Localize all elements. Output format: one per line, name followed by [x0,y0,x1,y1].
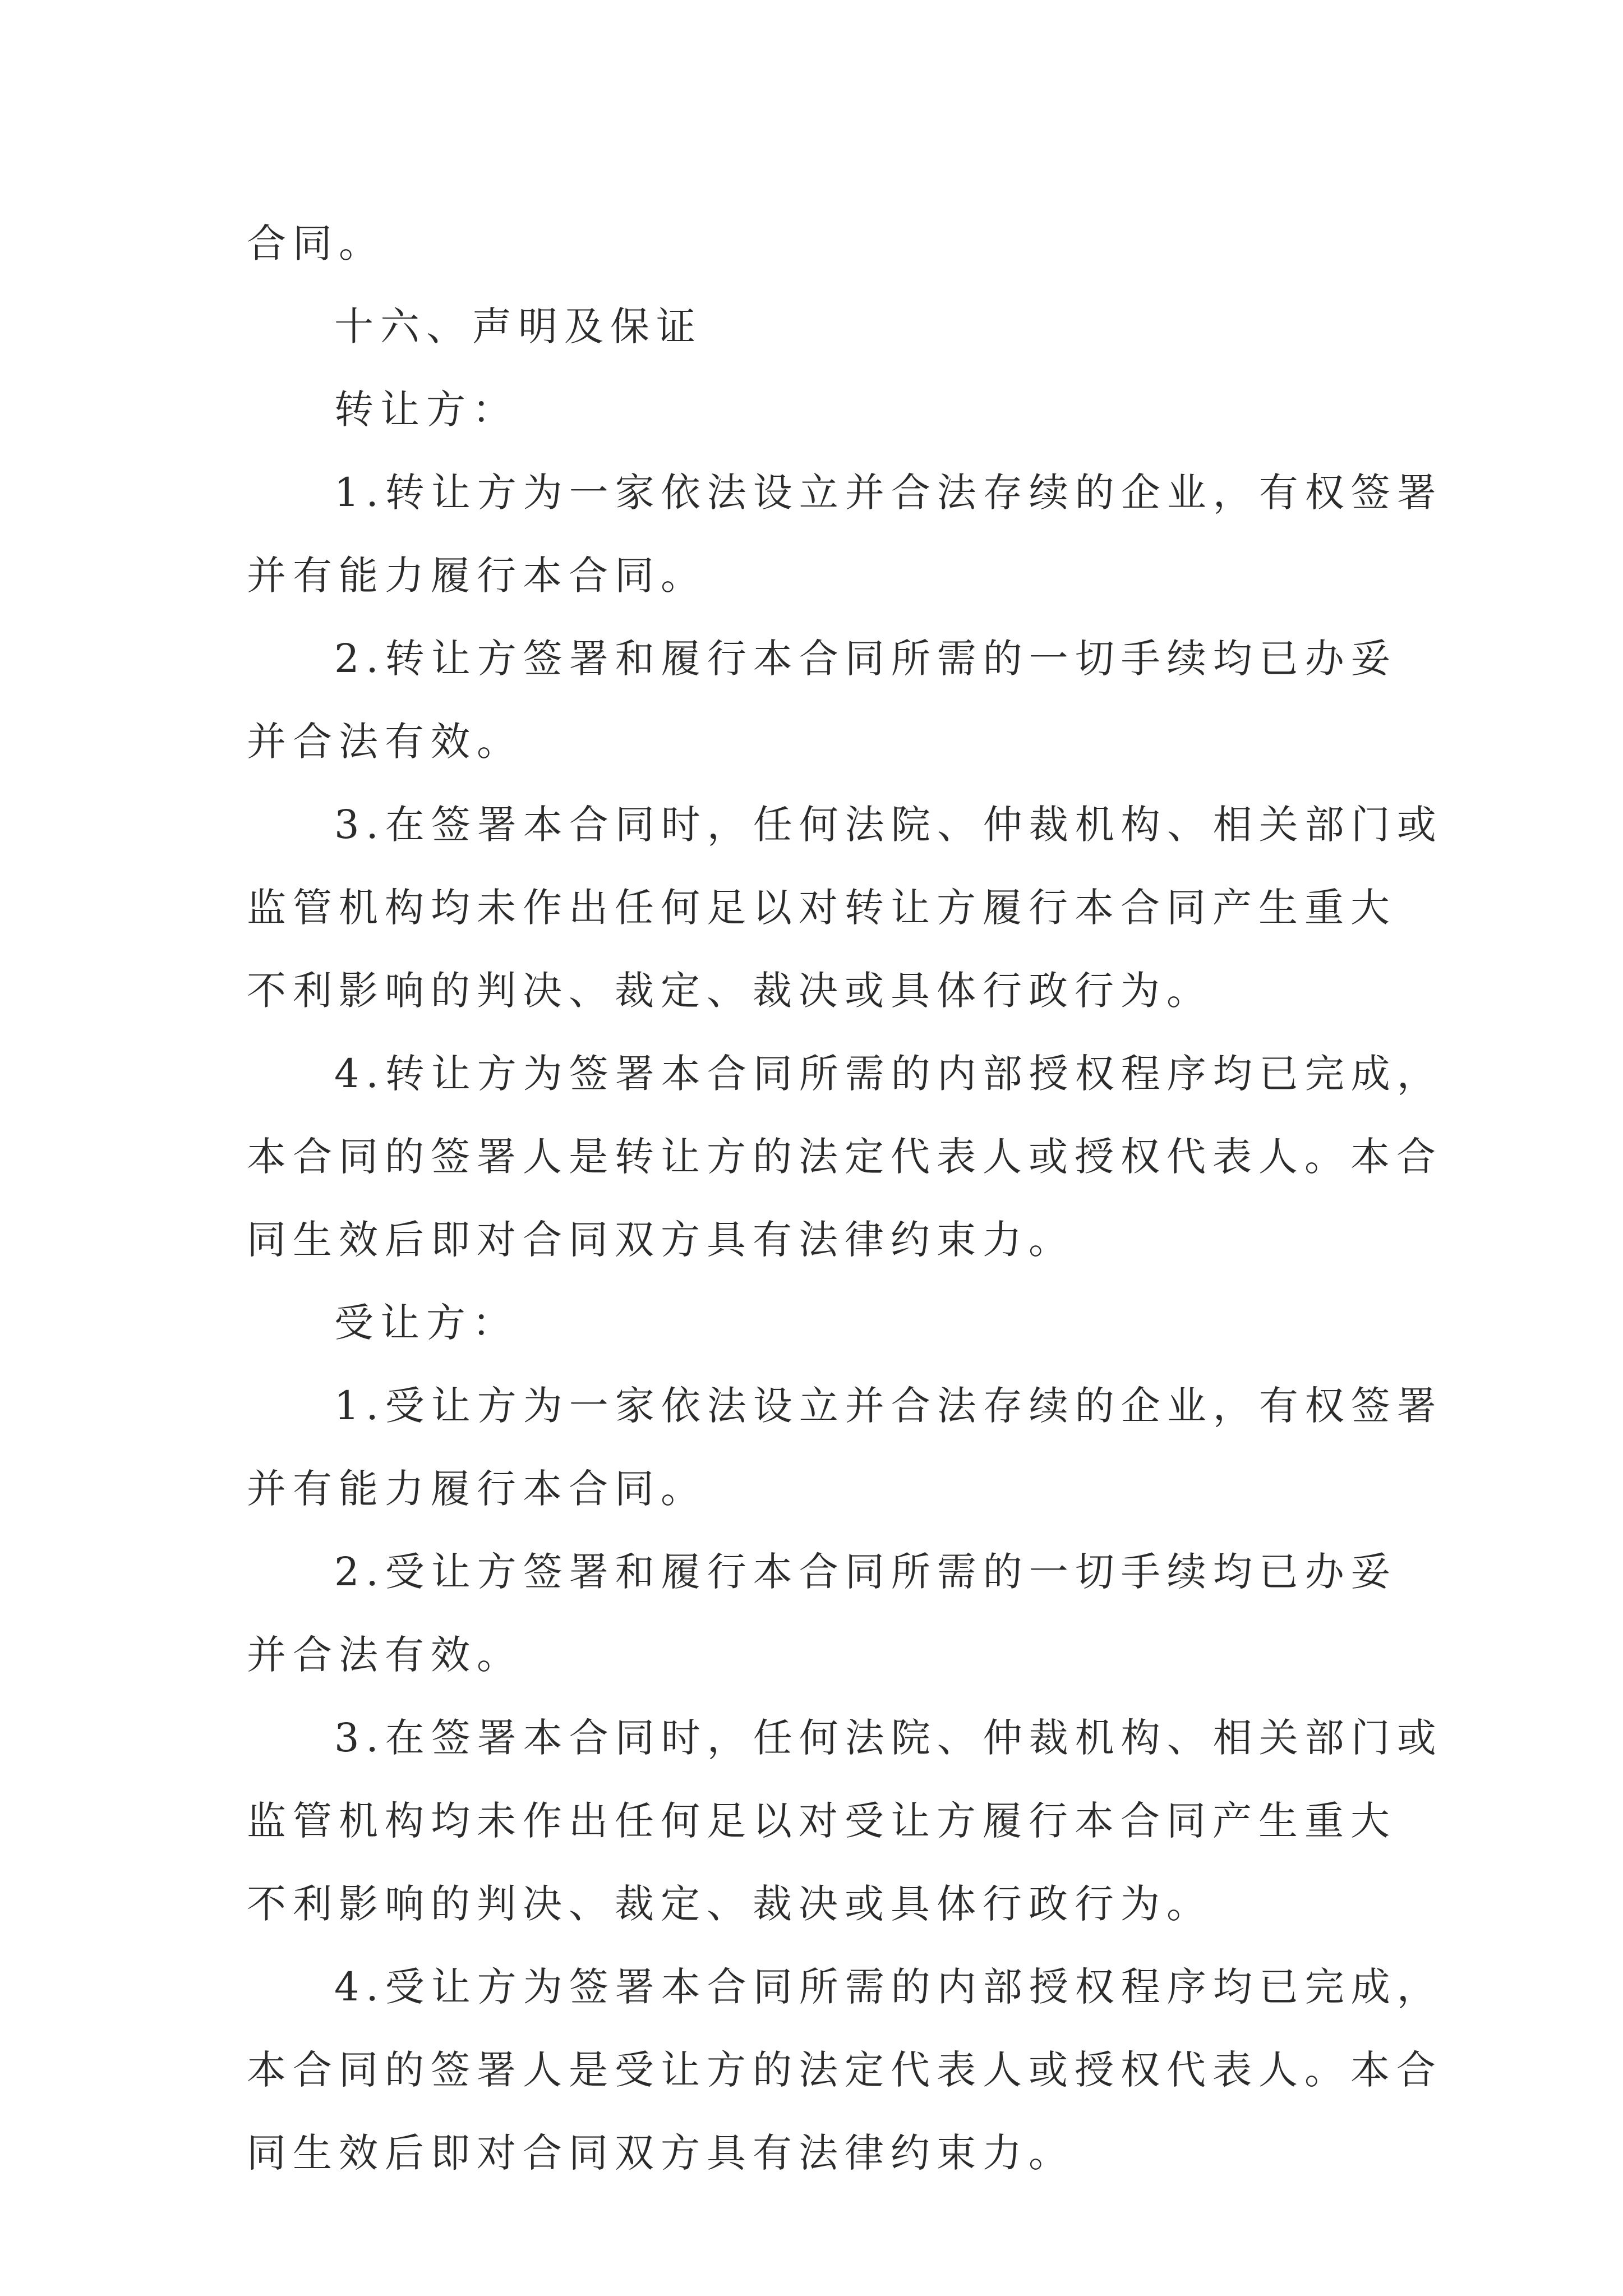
text-line: 不利影响的判决、裁定、裁决或具体行政行为。 [247,1881,1212,1927]
text-line: 4.转让方为签署本合同所需的内部授权程序均已完成， [334,1051,1443,1097]
text-line: 监管机构均未作出任何足以对受让方履行本合同产生重大 [247,1798,1396,1844]
text-line: 同生效后即对合同双方具有法律约束力。 [247,2130,1075,2176]
text-line: 并合法有效。 [247,1632,523,1678]
document-body [247,202,1443,2194]
text-line: 并有能力履行本合同。 [247,553,707,599]
text-line: 3.在签署本合同时，任何法院、仲裁机构、相关部门或 [334,802,1443,848]
text-line: 1.受让方为一家依法设立并合法存续的企业，有权签署 [334,1383,1443,1429]
text-line: 2.转让方签署和履行本合同所需的一切手续均已办妥 [334,636,1397,682]
text-line: 4.受让方为签署本合同所需的内部授权程序均已完成， [334,1964,1443,2010]
text-line: 本合同的签署人是受让方的法定代表人或授权代表人。本合 [247,2047,1442,2093]
party-heading-transferor: 转让方： [334,386,518,432]
text-line: 2.受让方签署和履行本合同所需的一切手续均已办妥 [334,1549,1397,1595]
text-line: 并合法有效。 [247,719,523,765]
party-heading-transferee: 受让方： [334,1300,518,1346]
text-line: 不利影响的判决、裁定、裁决或具体行政行为。 [247,968,1212,1014]
section-heading: 十六、声明及保证 [334,303,702,349]
text-line: 监管机构均未作出任何足以对转让方履行本合同产生重大 [247,885,1396,931]
text-line: 同生效后即对合同双方具有法律约束力。 [247,1217,1075,1263]
text-line: 本合同的签署人是转让方的法定代表人或授权代表人。本合 [247,1134,1442,1180]
text-line: 3.在签署本合同时，任何法院、仲裁机构、相关部门或 [334,1715,1443,1761]
text-line: 合同。 [247,220,385,266]
text-line: 1.转让方为一家依法设立并合法存续的企业，有权签署 [334,470,1443,516]
text-line: 并有能力履行本合同。 [247,1466,707,1512]
